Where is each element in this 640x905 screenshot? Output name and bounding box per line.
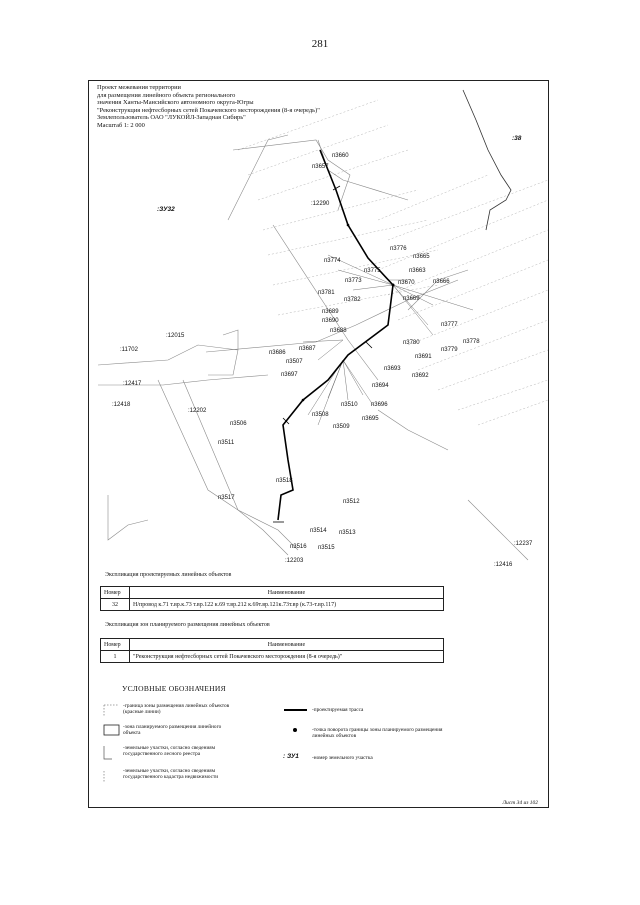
point-label: п3508	[312, 412, 329, 418]
legend-parcel-symbol: : ЗУ1	[283, 753, 299, 760]
table-header-row	[101, 639, 444, 651]
point-label: п3515	[318, 545, 335, 551]
point-label: п3663	[409, 268, 426, 274]
table-header-name: Наименование	[130, 639, 444, 651]
table-row	[101, 599, 444, 611]
point-symbol	[293, 728, 297, 732]
point-label: п3509	[333, 424, 350, 430]
point-label: п3690	[322, 318, 339, 324]
explication-zones-title: Экспликация зон планируемого размещения линейных объектов	[105, 622, 270, 628]
point-label: п3686	[269, 350, 286, 356]
point-label: п3510	[341, 402, 358, 408]
point-label: :12290	[311, 201, 330, 207]
point-label: п3774	[324, 258, 341, 264]
point-label: п3695	[362, 416, 379, 422]
point-label: п3689	[322, 309, 339, 315]
legend-item: -проектируемая трасса	[312, 707, 364, 713]
header-line: для размещения линейного объекта регионального	[97, 91, 236, 99]
point-label: п3657	[312, 164, 329, 170]
header-line: Масштаб 1: 2 000	[97, 121, 145, 129]
table-cell-number: 32	[101, 599, 130, 611]
zone-symbol	[104, 725, 119, 735]
point-label: п3665	[413, 254, 430, 260]
header-line: значения Ханты-Мансийского автономного округа-Югры	[97, 99, 254, 107]
table-row	[101, 651, 444, 663]
point-label: п3780	[403, 340, 420, 346]
point-label: п3660	[332, 153, 349, 159]
legend-symbols-right	[282, 706, 312, 786]
point-label: п3506	[230, 421, 247, 427]
legend-item: -точка поворота границы зоны планируемого размещения линейных объектов	[312, 727, 443, 740]
point-label: :12416	[494, 562, 513, 568]
point-label: п3693	[384, 366, 401, 372]
table-header-number: Номер	[101, 587, 130, 599]
legend-item: -граница зоны размещения линейных объектов (красные линии)	[123, 703, 230, 716]
parcel-label: :ЗУ32	[157, 206, 175, 213]
table-header-name: Наименование	[130, 587, 444, 599]
table-cell-name: "Реконструкция нефтесборных сетей Покачевского месторождения (8-я очередь)"	[130, 651, 444, 663]
point-label: п3773	[345, 278, 362, 284]
point-label: :12203	[285, 558, 304, 564]
table-cell-name: Н/провод к.71 т.вр.к.73 т.вр.122 к.69 т.вр.212 к.69т.вр.121к.73т.вр (к.73-т.вр.117)	[130, 599, 444, 611]
point-label: п3782	[344, 297, 361, 303]
explication-objects-table	[100, 586, 444, 611]
header-line: "Реконструкция нефтесборных сетей Покачевского месторождения (8-я очередь)"	[97, 106, 320, 114]
legend-item: -номер земельного участка	[312, 755, 373, 761]
legend-item: -земельные участки, согласно сведениям государственного лесного реестра	[123, 745, 216, 758]
point-label: п3694	[372, 383, 389, 389]
table-header-number: Номер	[101, 639, 130, 651]
point-label: п3517	[218, 495, 235, 501]
point-label: :12418	[112, 402, 131, 408]
point-label: п3516	[290, 544, 307, 550]
header-line: Землепользователь ОАО "ЛУКОЙЛ-Западная Сибирь"	[97, 114, 246, 122]
explication-zones-table	[100, 638, 444, 663]
point-label: п3688	[330, 328, 347, 334]
forest-parcel-symbol	[104, 746, 112, 759]
point-label: п3511	[218, 440, 235, 446]
point-label: :12417	[123, 381, 142, 387]
point-label: п3669	[403, 296, 420, 302]
page-number: 281	[311, 38, 329, 50]
table-header-row	[101, 587, 444, 599]
point-label: п3777	[441, 322, 458, 328]
point-label: п3775	[364, 268, 381, 274]
point-label: п3781	[318, 290, 335, 296]
point-label: п3779	[441, 347, 458, 353]
point-label: п3691	[415, 354, 432, 360]
legend-title: УСЛОВНЫЕ ОБОЗНАЧЕНИЯ	[122, 684, 226, 693]
point-label: п3697	[281, 372, 298, 378]
legend-item: -зона планируемого размещения линейного объекта	[123, 724, 222, 737]
sheet-number: Лист 34 из 102	[502, 800, 538, 806]
point-label: п3512	[343, 499, 360, 505]
point-label: :12237	[514, 541, 533, 547]
point-label: п3507	[286, 359, 303, 365]
point-label: п3670	[398, 280, 415, 286]
point-label: :11702	[120, 347, 138, 353]
table-cell-number: 1	[101, 651, 130, 663]
point-label: :12015	[166, 333, 185, 339]
legend-item: -земельные участки, согласно сведениям государственного кадастра недвижимости	[123, 768, 219, 781]
point-label: п3692	[412, 373, 429, 379]
parcel-label: :38	[512, 135, 522, 142]
point-label: п3518	[276, 478, 293, 484]
point-label: п3514	[310, 528, 327, 534]
explication-objects-title: Экспликация проектируемых линейных объектов	[105, 572, 232, 578]
legend-symbols-left	[102, 703, 122, 803]
point-label: п3776	[390, 246, 407, 252]
header-line: Проект межевания территории	[97, 84, 181, 91]
point-label: п3696	[371, 402, 388, 408]
point-label: п3778	[463, 339, 480, 345]
point-label: п3687	[299, 346, 316, 352]
point-label: п3666	[433, 279, 450, 285]
red-line-symbol	[104, 705, 119, 717]
point-label: :12202	[188, 408, 207, 414]
point-label: п3513	[339, 530, 356, 536]
